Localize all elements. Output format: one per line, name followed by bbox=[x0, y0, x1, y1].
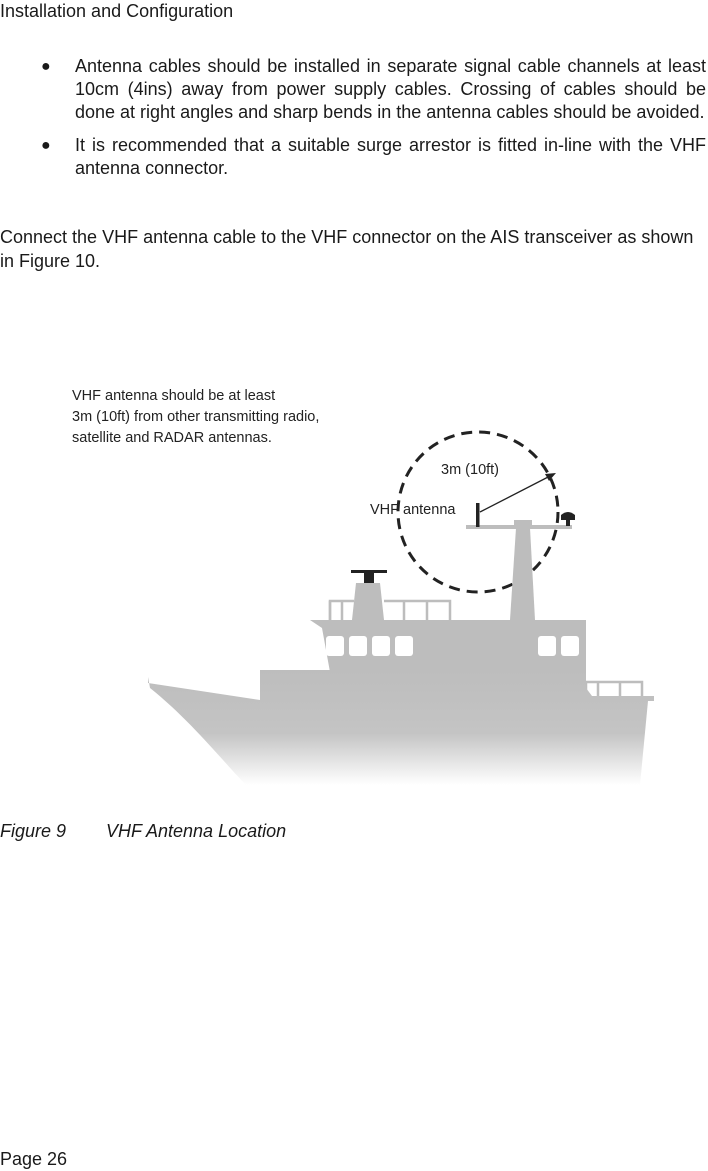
vhf-antenna-icon bbox=[476, 503, 480, 527]
distance-label: 3m (10ft) bbox=[441, 462, 500, 478]
stern-railing bbox=[586, 682, 642, 698]
figure-caption bbox=[0, 820, 286, 842]
antenna-label: VHF antenna bbox=[370, 502, 456, 518]
caption-number: Figure 9 bbox=[0, 821, 67, 841]
bullet-item bbox=[0, 55, 708, 124]
caption-title: VHF Antenna Location bbox=[106, 821, 287, 841]
dome-antenna-icon bbox=[561, 512, 575, 520]
page-number: Page 26 bbox=[0, 1149, 68, 1169]
upper-railing bbox=[330, 601, 450, 620]
hull bbox=[148, 670, 654, 785]
radius-arrow bbox=[480, 475, 552, 512]
bullet-icon: ● bbox=[41, 137, 51, 154]
yardarm bbox=[466, 525, 572, 529]
radar-post bbox=[352, 583, 384, 620]
ship-illustration bbox=[0, 370, 708, 800]
bullet-icon: ● bbox=[41, 58, 51, 75]
running-header: Installation and Configuration bbox=[0, 1, 234, 21]
note-line-3: satellite and RADAR antennas. bbox=[72, 430, 272, 446]
bullet-text: Antenna cables should be installed in separate signal cable channels at least 10cm (4ins) away from power supply cables. Crossing of cables should be done at right angles and sharp bends in the antenna cables should be avoided. bbox=[75, 56, 706, 122]
note-line-1: VHF antenna should be at least bbox=[72, 388, 276, 404]
radar-bar-icon bbox=[351, 570, 387, 573]
mast bbox=[510, 528, 535, 620]
bullet-list bbox=[0, 55, 708, 190]
bullet-item bbox=[0, 134, 708, 180]
note-line-2: 3m (10ft) from other transmitting radio, bbox=[72, 409, 320, 425]
vhf-antenna-figure bbox=[0, 370, 708, 800]
bullet-text: It is recommended that a suitable surge arrestor is fitted in-line with the VHF antenna connector. bbox=[75, 135, 706, 178]
intro-paragraph: Connect the VHF antenna cable to the VHF connector on the AIS transceiver as shown in Figure 10. bbox=[0, 227, 694, 271]
